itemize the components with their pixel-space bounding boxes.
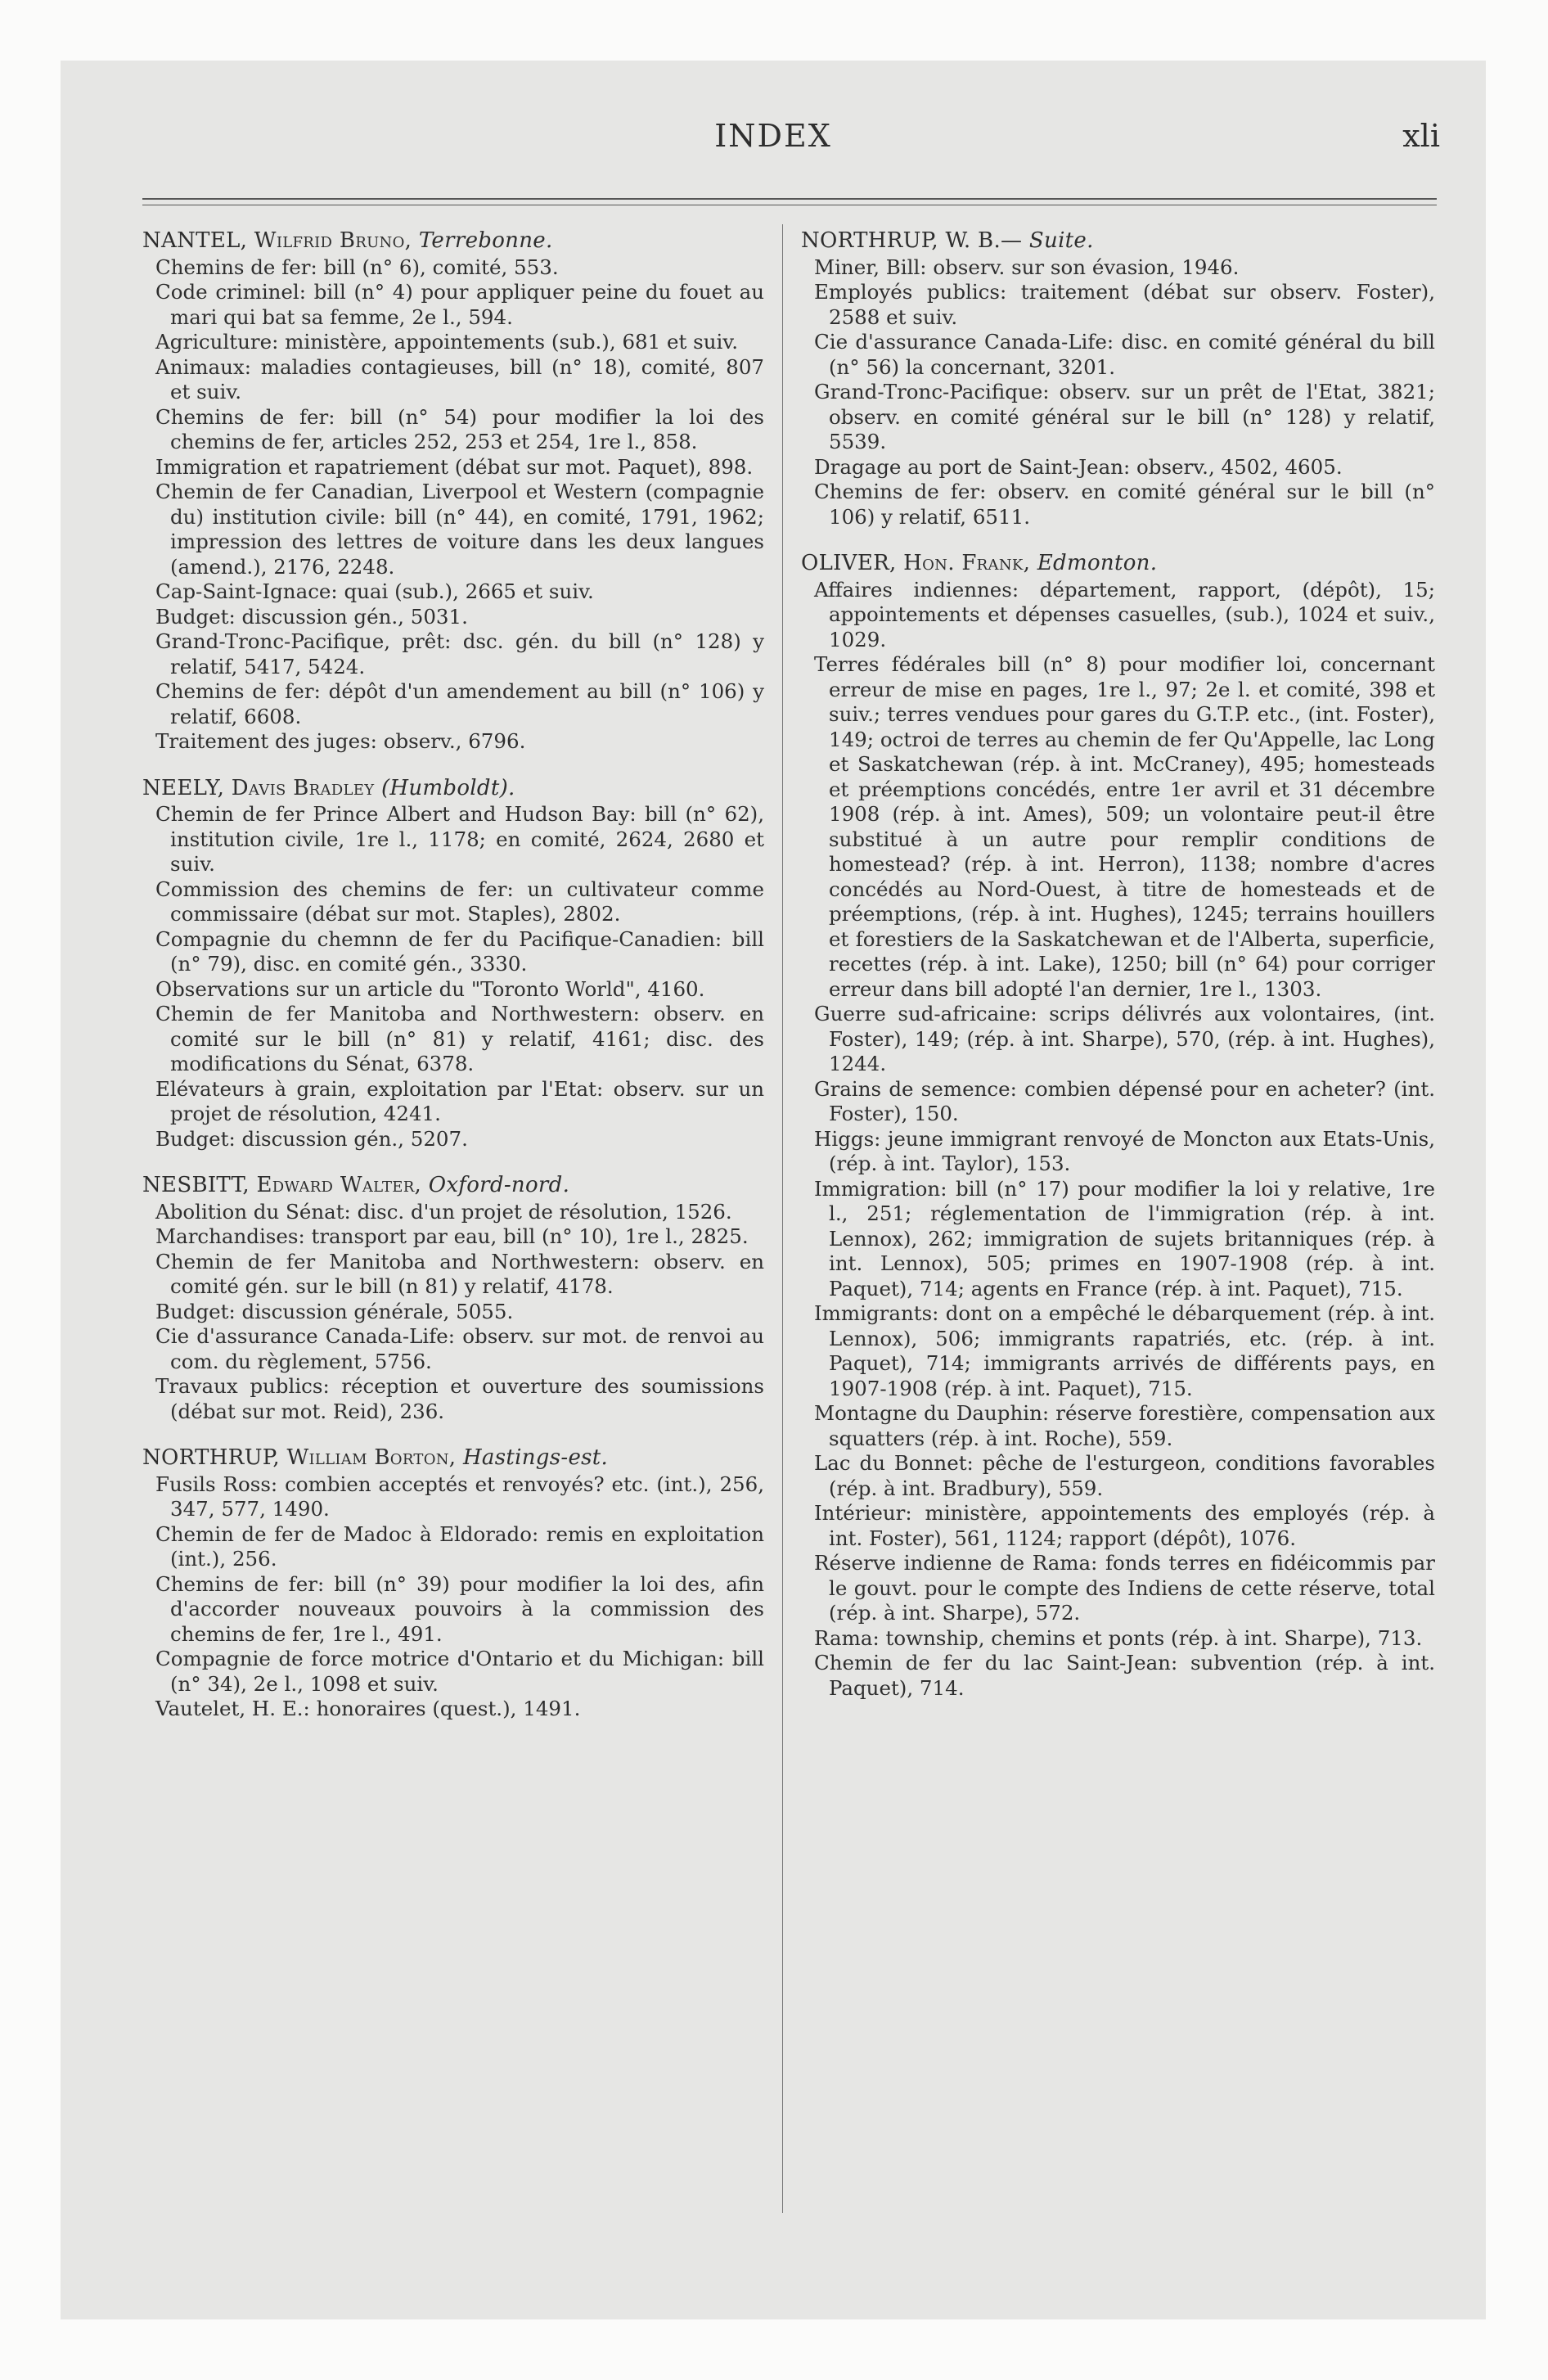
sub-entry: Budget: discussion gén., 5031. bbox=[155, 604, 468, 629]
member-riding: Edmonton. bbox=[1037, 551, 1158, 575]
sub-entry: Code criminel: bill (n° 4) pour appliquer peine du fouet au mari qui bat sa femme, 2e l., 594. bbox=[155, 280, 764, 329]
sub-entry: Agriculture: ministère, appointements (sub.), 681 et suiv. bbox=[155, 330, 739, 354]
index-entry bbox=[142, 1445, 764, 1722]
sub-entry: Vautelet, H. E.: honoraires (quest.), 1491. bbox=[155, 1697, 581, 1720]
sub-entry: Observations sur un article du "Toronto World", 4160. bbox=[155, 976, 705, 1001]
sub-entry: Guerre sud-africaine: scrips délivrés aux volontaires, (int. Foster), 149; (rép. à int. Sharpe), 570, (rép. à int. Hughes), 1244. bbox=[814, 1002, 1435, 1075]
page-title: INDEX bbox=[714, 118, 832, 154]
member-name: NEELY, Davis Bradley bbox=[142, 775, 375, 800]
sub-entry: Cap-Saint-Ignace: quai (sub.), 2665 et suiv. bbox=[155, 579, 594, 603]
header-rule bbox=[142, 198, 1437, 200]
sub-entry: Immigrants: dont on a empêché le débarquement (rép. à int. Lennox), 506; immigrants rapatriés, etc. (rép. à int. Paquet), 714; immigrants arrivés de différents pays, en 1907-1908 (rép. à int. Paquet), 715. bbox=[814, 1301, 1435, 1400]
member-riding: Suite. bbox=[1028, 228, 1094, 253]
index-page bbox=[61, 61, 1486, 2319]
sub-entry: Chemins de fer: bill (n° 39) pour modifier la loi des, afin d'accorder nouveaux pouvoirs à la commission des chemins de fer, 1re l., 491. bbox=[155, 1571, 764, 1646]
sub-entry: Marchandises: transport par eau, bill (n° 10), 1re l., 2825. bbox=[155, 1224, 749, 1248]
sub-entry: Intérieur: ministère, appointements des employés (rép. à int. Foster), 561, 1124; rapport (dépôt), 1076. bbox=[814, 1501, 1435, 1550]
member-name: NORTHRUP, W. B.— bbox=[801, 228, 1023, 253]
member-name: NESBITT, Edward Walter, bbox=[142, 1173, 422, 1197]
member-name: NANTEL, Wilfrid Bruno, bbox=[142, 228, 412, 253]
sub-entry: Cie d'assurance Canada-Life: observ. sur mot. de renvoi au com. du règlement, 5756. bbox=[155, 1324, 764, 1373]
sub-entry: Chemin de fer Prince Albert and Hudson Bay: bill (n° 62), institution civile, 1re l., 1178; en comité, 2624, 2680 et suiv. bbox=[155, 802, 764, 876]
sub-entry: Terres fédérales bill (n° 8) pour modifier loi, concernant erreur de mise en pages, 1re l., 97; 2e l. et comité, 398 et suiv.; terres vendues pour gares du G.T.P. etc., (int. Foster), 149; octroi de terres au chemin de fer Qu'Appelle, lac Long et Saskatchewan (rép. à int. McCraney), 495; homesteads et préemptions concédés, entre 1er avril et 31 décembre 1908 (rép. à int. Ames), 509; un volontaire peut-il être substitué à un autre pour remplir conditions de homestead? (rép. à int. Herron), 1138; nombre d'acres concédés au Nord-Ouest, à titre de homesteads et de préemptions, (rép. à int. Hughes), 1245; terrains houillers et forestiers de la Saskatchewan et de l'Alberta, superficie, recettes (rép. à int. Lake), 1250; bill (n° 64) pour corriger erreur dans bill adopté l'an dernier, 1re l., 1303. bbox=[814, 652, 1435, 1001]
left-column bbox=[142, 228, 764, 1743]
sub-entry: Higgs: jeune immigrant renvoyé de Moncton aux Etats-Unis, (rép. à int. Taylor), 153. bbox=[814, 1126, 1435, 1175]
sub-entry: Chemins de fer: dépôt d'un amendement au bill (n° 106) y relatif, 6608. bbox=[155, 679, 764, 728]
sub-entry: Immigration et rapatriement (débat sur mot. Paquet), 898. bbox=[155, 454, 754, 479]
sub-entry: Chemin de fer Manitoba and Northwestern: observ. en comité sur le bill (n° 81) y relatif, 4161; disc. des modifications du Sénat, 6378. bbox=[155, 1002, 764, 1075]
entry-heading bbox=[142, 1445, 764, 1471]
index-entry bbox=[142, 1173, 764, 1424]
sub-entry: Budget: discussion gén., 5207. bbox=[155, 1126, 468, 1151]
sub-entry: Dragage au port de Saint-Jean: observ., 4502, 4605. bbox=[814, 454, 1343, 479]
sub-entry: Montagne du Dauphin: réserve forestière, compensation aux squatters (rép. à int. Roche), 559. bbox=[814, 1401, 1435, 1450]
entry-heading bbox=[142, 1173, 764, 1198]
sub-entry: Rama: township, chemins et ponts (rép. à int. Sharpe), 713. bbox=[814, 1625, 1423, 1650]
sub-entry: Lac du Bonnet: pêche de l'esturgeon, conditions favorables (rép. à int. Bradbury), 559. bbox=[814, 1451, 1435, 1500]
index-entry bbox=[801, 551, 1435, 1701]
index-entry bbox=[142, 228, 764, 755]
member-riding: Terrebonne. bbox=[418, 228, 553, 253]
sub-entry: Chemins de fer: bill (n° 6), comité, 553. bbox=[155, 255, 559, 279]
index-entry bbox=[801, 228, 1435, 530]
sub-entry: Compagnie du chemnn de fer du Pacifique-Canadien: bill (n° 79), disc. en comité gén., 3330. bbox=[155, 926, 764, 976]
sub-entry: Immigration: bill (n° 17) pour modifier la loi y relative, 1re l., 251; réglementation de l'immigration (rép. à int. Lennox), 262; immigration de sujets britanniques (rép. à int. Lennox), 505; primes en 1907-1908 (rép. à int. Paquet), 714; agents en France (rép. à int. Paquet), 715. bbox=[814, 1176, 1435, 1300]
sub-entry: Chemin de fer Manitoba and Northwestern: observ. en comité gén. sur le bill (n 81) y relatif, 4178. bbox=[155, 1249, 764, 1298]
member-riding: Hastings-est. bbox=[462, 1445, 609, 1470]
sub-entry: Employés publics: traitement (débat sur observ. Foster), 2588 et suiv. bbox=[814, 280, 1435, 329]
member-name: NORTHRUP, William Borton, bbox=[142, 1445, 457, 1470]
sub-entry: Abolition du Sénat: disc. d'un projet de résolution, 1526. bbox=[155, 1199, 732, 1224]
entry-heading bbox=[801, 228, 1435, 254]
sub-entry: Compagnie de force motrice d'Ontario et du Michigan: bill (n° 34), 2e l., 1098 et suiv. bbox=[155, 1647, 764, 1696]
member-riding: (Humboldt). bbox=[380, 775, 515, 800]
sub-entry: Chemin de fer du lac Saint-Jean: subvention (rép. à int. Paquet), 714. bbox=[814, 1651, 1435, 1700]
sub-entry: Fusils Ross: combien acceptés et renvoyés? etc. (int.), 256, 347, 577, 1490. bbox=[155, 1472, 764, 1521]
sub-entry: Cie d'assurance Canada-Life: disc. en comité général du bill (n° 56) la concernant, 3201. bbox=[814, 330, 1435, 379]
sub-entry: Chemins de fer: bill (n° 54) pour modifier la loi des chemins de fer, articles 252, 253 et 254, 1re l., 858. bbox=[155, 404, 764, 453]
sub-entry: Grand-Tronc-Pacifique, prêt: dsc. gén. du bill (n° 128) y relatif, 5417, 5424. bbox=[155, 629, 764, 678]
sub-entry: Miner, Bill: observ. sur son évasion, 1946. bbox=[814, 255, 1240, 279]
sub-entry: Chemin de fer Canadian, Liverpool et Western (compagnie du) institution civile: bill (n° 44), en comité, 1791, 1962; impression des lettres de voiture dans les deux langues (amend.), 2176, 2248. bbox=[155, 480, 764, 579]
entry-heading bbox=[142, 228, 764, 254]
sub-entry: Chemins de fer: observ. en comité général sur le bill (n° 106) y relatif, 6511. bbox=[814, 480, 1435, 529]
member-name: OLIVER, Hon. Frank, bbox=[801, 551, 1031, 575]
member-riding: Oxford-nord. bbox=[428, 1173, 570, 1197]
sub-entry: Travaux publics: réception et ouverture des soumissions (débat sur mot. Reid), 236. bbox=[155, 1374, 764, 1423]
right-column bbox=[801, 228, 1435, 1722]
sub-entry: Affaires indiennes: département, rapport, (dépôt), 15; appointements et dépenses casuelles, (sub.), 1024 et suiv., 1029. bbox=[814, 577, 1435, 651]
sub-entry: Chemin de fer de Madoc à Eldorado: remis en exploitation (int.), 256. bbox=[155, 1521, 764, 1571]
sub-entry: Traitement des juges: observ., 6796. bbox=[155, 729, 526, 753]
sub-entry: Elévateurs à grain, exploitation par l'Etat: observ. sur un projet de résolution, 4241. bbox=[155, 1076, 764, 1125]
column-divider bbox=[782, 224, 783, 2213]
entry-heading bbox=[801, 551, 1435, 576]
page-number: xli bbox=[1402, 118, 1440, 154]
sub-entry: Grand-Tronc-Pacifique: observ. sur un prêt de l'Etat, 3821; observ. en comité général sur le bill (n° 128) y relatif, 5539. bbox=[814, 380, 1435, 453]
sub-entry: Budget: discussion générale, 5055. bbox=[155, 1299, 514, 1323]
sub-entry: Commission des chemins de fer: un cultivateur comme commissaire (débat sur mot. Staples), 2802. bbox=[155, 877, 764, 926]
sub-entry: Animaux: maladies contagieuses, bill (n° 18), comité, 807 et suiv. bbox=[155, 354, 764, 403]
entry-heading bbox=[142, 776, 764, 801]
sub-entry: Grains de semence: combien dépensé pour en acheter? (int. Foster), 150. bbox=[814, 1076, 1435, 1125]
index-entry bbox=[142, 776, 764, 1152]
sub-entry: Réserve indienne de Rama: fonds terres en fidéicommis par le gouvt. pour le compte des Indiens de cette réserve, total (rép. à int. Sharpe), 572. bbox=[814, 1551, 1435, 1625]
